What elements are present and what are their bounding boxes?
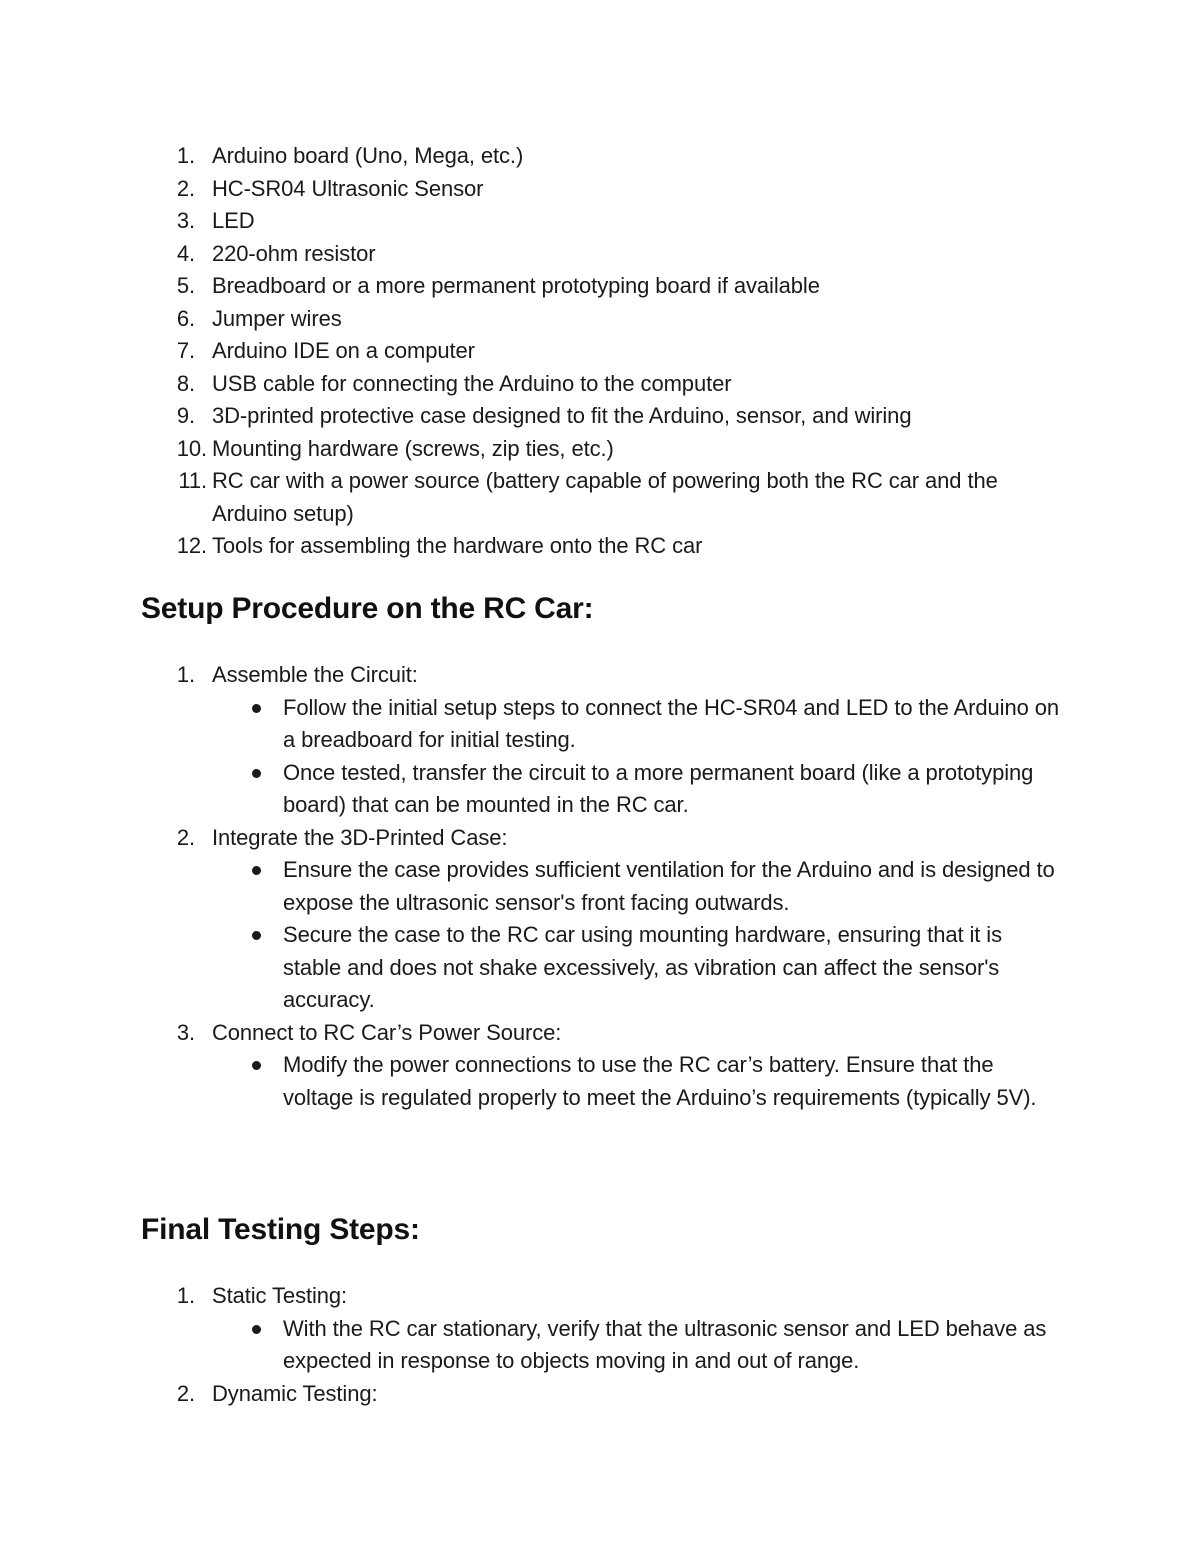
list-item-number: 8. <box>176 370 195 396</box>
list-item-text: Arduino IDE on a computer <box>212 338 475 363</box>
final-steps-list <box>0 1280 1062 1410</box>
bullet-list <box>212 854 1062 1017</box>
list-item <box>0 238 1062 271</box>
list-item <box>0 205 1062 238</box>
bullet-dot-icon <box>252 1061 261 1070</box>
list-item-text: Assemble the Circuit: <box>212 662 418 687</box>
materials-list <box>0 140 1062 563</box>
bullet-dot-icon <box>252 866 261 875</box>
list-item-text: HC-SR04 Ultrasonic Sensor <box>212 175 484 201</box>
bullet-dot-icon <box>252 704 261 713</box>
bullet-text: Follow the initial setup steps to connect the HC-SR04 and LED to the Arduino on a breadboard for initial testing. <box>283 694 1060 752</box>
list-item <box>0 173 1062 206</box>
bullet-item <box>212 854 1063 919</box>
list-item-text: 3D-printed protective case designed to fit the Arduino, sensor, and wiring <box>212 403 912 428</box>
list-item-number: 1. <box>176 662 195 687</box>
bullet-text: Secure the case to the RC car using mounting hardware, ensuring that it is stable and does not shake excessively, as vibration can affect the sensor's accuracy. <box>283 922 1002 1012</box>
bullet-dot-icon <box>252 769 261 778</box>
list-item-number: 2. <box>176 1380 195 1406</box>
list-item-number: 5. <box>176 273 195 298</box>
list-item-number: 1. <box>176 143 195 168</box>
setup-steps-list <box>0 659 1062 1114</box>
list-item-text: USB cable for connecting the Arduino to the computer <box>212 370 732 396</box>
list-item <box>0 465 1062 530</box>
bullet-item <box>212 1049 1063 1114</box>
list-item <box>0 400 1062 433</box>
list-item <box>0 270 1062 303</box>
list-item-number: 7. <box>176 338 195 363</box>
bullet-text: With the RC car stationary, verify that the ultrasonic sensor and LED behave as expected in response to objects moving in and out of range. <box>283 1315 1047 1373</box>
list-item-number: 10. <box>176 435 207 461</box>
bullet-dot-icon <box>252 931 261 940</box>
list-item-text: Connect to RC Car’s Power Source: <box>212 1019 562 1045</box>
list-item-number: 9. <box>176 403 195 428</box>
bullet-list <box>212 1313 1062 1378</box>
list-item-text: Dynamic Testing: <box>212 1380 378 1406</box>
list-item <box>0 1280 1062 1378</box>
list-item <box>0 530 1062 563</box>
list-item <box>0 1378 1062 1411</box>
list-item-text: Static Testing: <box>212 1283 348 1308</box>
list-item <box>0 335 1062 368</box>
bullet-item <box>212 757 1063 822</box>
list-item-text: LED <box>212 208 255 233</box>
bullet-item <box>212 692 1063 757</box>
bullet-dot-icon <box>252 1325 261 1334</box>
list-item <box>0 433 1062 466</box>
bullet-item <box>212 919 1063 1017</box>
list-item-text: Integrate the 3D-Printed Case: <box>212 824 508 850</box>
list-item-text: Arduino board (Uno, Mega, etc.) <box>212 143 524 168</box>
setup-heading: Setup Procedure on the RC Car: <box>141 592 594 625</box>
bullet-text: Modify the power connections to use the RC car’s battery. Ensure that the voltage is regulated properly to meet the Arduino’s requirements (typically 5V). <box>283 1052 1037 1110</box>
bullet-text: Once tested, transfer the circuit to a more permanent board (like a prototyping board) that can be mounted in the RC car. <box>283 759 1034 817</box>
list-item-number: 3. <box>176 1019 195 1045</box>
list-item-text: Breadboard or a more permanent prototyping board if available <box>212 273 820 298</box>
list-item <box>0 659 1062 822</box>
list-item-number: 3. <box>176 208 195 233</box>
list-item <box>0 368 1062 401</box>
list-item-number: 1. <box>176 1283 195 1308</box>
list-item <box>0 140 1062 173</box>
list-item <box>0 303 1062 336</box>
list-item <box>0 822 1062 1017</box>
bullet-list <box>212 1049 1062 1114</box>
list-item-number: 6. <box>176 305 195 331</box>
list-item <box>0 1017 1062 1115</box>
list-item-number: 12. <box>176 533 207 558</box>
list-item-text: RC car with a power source (battery capable of powering both the RC car and the Arduino setup) <box>212 468 998 526</box>
bullet-text: Ensure the case provides sufficient ventilation for the Arduino and is designed to expose the ultrasonic sensor's front facing outwards. <box>283 857 1055 915</box>
bullet-item <box>212 1313 1063 1378</box>
list-item-text: Tools for assembling the hardware onto the RC car <box>212 533 703 558</box>
final-testing-heading: Final Testing Steps: <box>141 1213 420 1246</box>
list-item-number: 2. <box>176 175 195 201</box>
bullet-list <box>212 692 1062 822</box>
list-item-text: Jumper wires <box>212 305 342 331</box>
list-item-text: 220-ohm resistor <box>212 240 376 266</box>
list-item-number: 11. <box>178 468 207 493</box>
list-item-number: 4. <box>176 240 195 266</box>
list-item-number: 2. <box>176 824 195 850</box>
list-item-text: Mounting hardware (screws, zip ties, etc.) <box>212 435 614 461</box>
